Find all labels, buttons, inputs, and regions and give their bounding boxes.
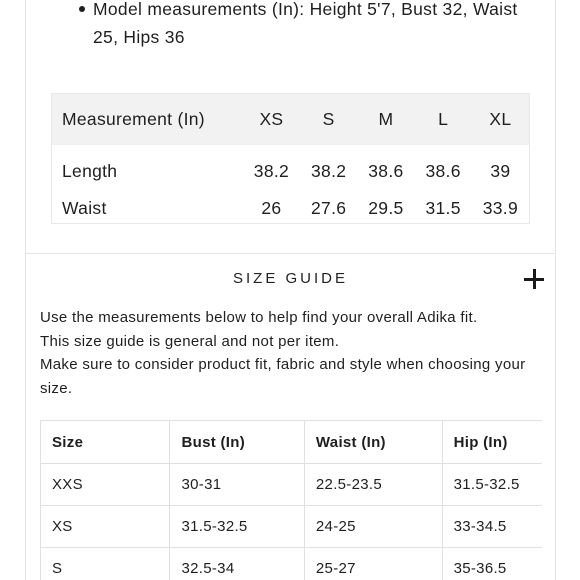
header-cell: L [415, 94, 472, 145]
table-cell: XXS [41, 464, 170, 506]
header-cell: S [300, 94, 357, 145]
table-cell: 27.6 [311, 197, 347, 218]
model-measurements-list [79, 0, 519, 51]
table-row [52, 193, 529, 229]
table-cell: 30-31 [170, 464, 304, 506]
table-row [52, 145, 529, 193]
row-label: Length [62, 161, 118, 181]
model-measurements-item: Model measurements (In): Height 5'7, Bust 32, Waist 25, Hips 36 [79, 0, 519, 51]
table-cell: XS [41, 506, 170, 548]
table-cell: 33-34.5 [442, 506, 542, 548]
header-cell: Waist (In) [304, 421, 442, 464]
table-cell: 31.5 [425, 197, 461, 218]
header-cell: XL [472, 94, 529, 145]
table-cell: 24-25 [304, 506, 442, 548]
table-cell: 39 [490, 161, 511, 181]
table-cell: 25-27 [304, 548, 442, 580]
header-cell: Bust (In) [170, 421, 304, 464]
table-cell: 38.6 [425, 161, 461, 181]
section-divider [25, 253, 556, 254]
measurement-table-header [52, 94, 529, 145]
size-guide-table-header [41, 421, 543, 464]
table-cell: 38.6 [368, 161, 404, 181]
intro-line: Use the measurements below to help find your overall Adika fit. [40, 309, 478, 326]
table-cell: 26 [261, 197, 282, 218]
table-cell: 38.2 [253, 161, 290, 181]
table-cell: 29.5 [368, 197, 404, 218]
measurement-table [51, 93, 530, 224]
table-cell: 38.2 [311, 161, 347, 181]
table-row [41, 464, 543, 506]
table-row [41, 506, 543, 548]
size-guide-intro [40, 306, 545, 400]
size-guide-title: SIZE GUIDE [232, 270, 348, 287]
header-cell: Size [41, 421, 170, 464]
size-guide-table-scroll[interactable] [40, 420, 542, 580]
header-cell: XS [243, 94, 300, 145]
header-cell: Hip (In) [442, 421, 542, 464]
row-label: Waist [62, 197, 107, 218]
size-guide-table [40, 420, 542, 580]
table-cell: 33.9 [482, 197, 518, 218]
intro-line: Make sure to consider product fit, fabric and style when choosing your size. [40, 356, 526, 397]
table-cell: 31.5-32.5 [170, 506, 304, 548]
table-cell: 32.5-34 [170, 548, 304, 580]
plus-icon[interactable] [524, 269, 544, 289]
table-cell: 35-36.5 [442, 548, 542, 580]
table-cell: S [41, 548, 170, 580]
table-cell: 31.5-32.5 [442, 464, 542, 506]
table-cell: 22.5-23.5 [304, 464, 442, 506]
table-row [41, 548, 543, 580]
size-guide-accordion-header[interactable] [26, 266, 555, 294]
intro-line: This size guide is general and not per item. [40, 332, 340, 350]
header-cell: M [357, 94, 414, 145]
header-cell: Measurement (In) [52, 94, 243, 145]
